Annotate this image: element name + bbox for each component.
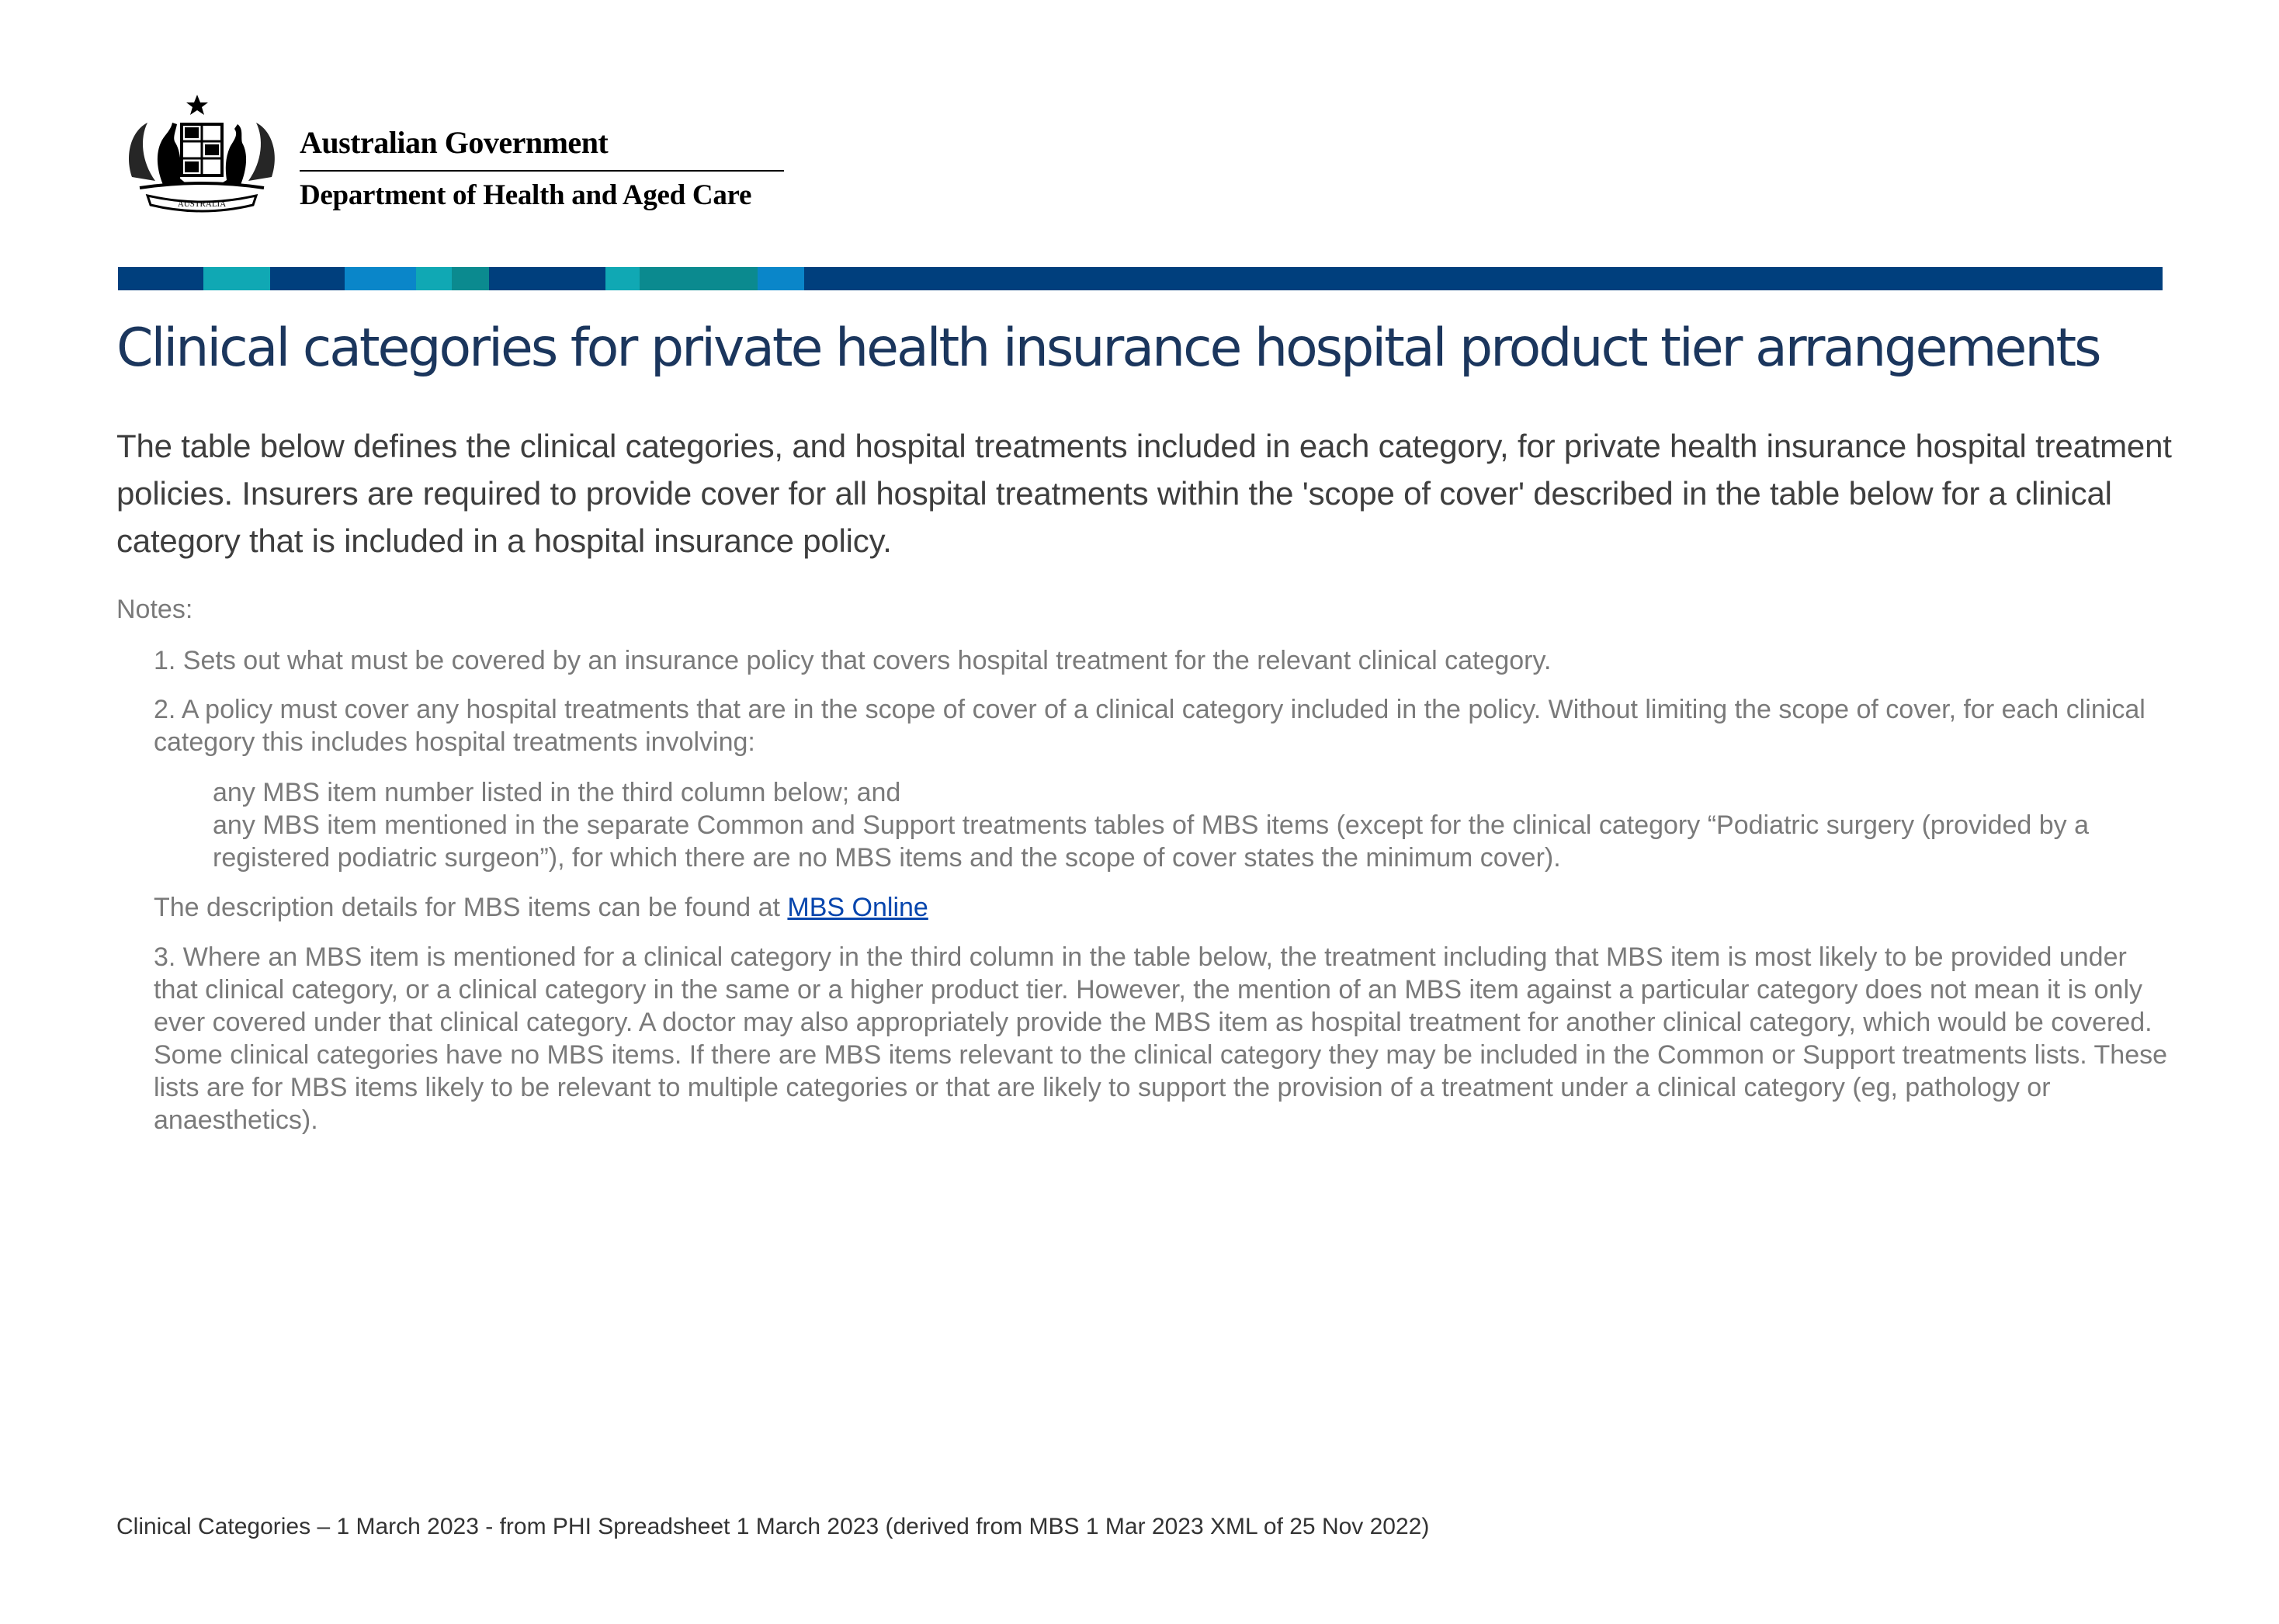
note-1: 1. Sets out what must be covered by an insurance policy that covers hospital treatment for the relevant clinical category. [154,646,1552,675]
notes-label: Notes: [116,595,193,624]
intro-paragraph: The table below defines the clinical categories, and hospital treatments included in each category, for private health insurance hospital treatment policies. Insurers are required to provide cover for all hospital treatments within the 'scope of cover' described in the table below for a clinical category that is included in a hospital insurance policy. [116,428,2172,559]
mbs-online-prefix: The description details for MBS items can be found at [154,893,788,922]
note-2-item-2: any MBS item mentioned in the separate Common and Support treatments tables of MBS items (except for the clinical category “Podiatric surgery (provided by a registered podiatric surgeon”), for which there are no MBS items and the scope of cover states the minimum cover). [213,810,2090,873]
mbs-online-link[interactable]: MBS Online [787,893,928,922]
note-2-item-1: any MBS item number listed in the third column below; and [213,778,901,807]
page-footer: Clinical Categories – 1 March 2023 - from PHI Spreadsheet 1 March 2023 (derived from MBS 1 Mar 2023 XML of 25 Nov 2022) [116,1514,1430,1539]
government-name: Australian Government [300,125,609,160]
note-3: 3. Where an MBS item is mentioned for a clinical category in the third column in the table below, the treatment including that MBS item is most likely to be provided under that clinical category, or a clinical category in the same or a higher product tier. However, the mention of an MBS item against a particular category does not mean it is only ever covered under that clinical category. A doctor may also appropriately provide the MBS item as hospital treatment for another clinical category, which would be covered. Some clinical categories have no MBS items. If there are MBS items relevant to the clinical category they may be included in the Common or Support treatments lists. These lists are for MBS items likely to be relevant to multiple categories or that are likely to support the provision of a treatment under a clinical category (eg, pathology or anaesthetics). [154,942,2168,1135]
department-name: Department of Health and Aged Care [300,179,752,211]
header-divider [300,170,784,172]
crest-ribbon-text: AUSTRALIA [177,200,227,209]
note-2: 2. A policy must cover any hospital treatments that are in the scope of cover of a clinical category included in the policy. Without limiting the scope of cover, for each clinical category this includes hospital treatments involving: [154,695,2145,757]
page-title: Clinical categories for private health insurance hospital product tier arrangements [116,318,2100,379]
header-colour-band [118,267,2163,290]
mbs-online-line [154,891,928,924]
coat-of-arms-logo [116,92,287,222]
